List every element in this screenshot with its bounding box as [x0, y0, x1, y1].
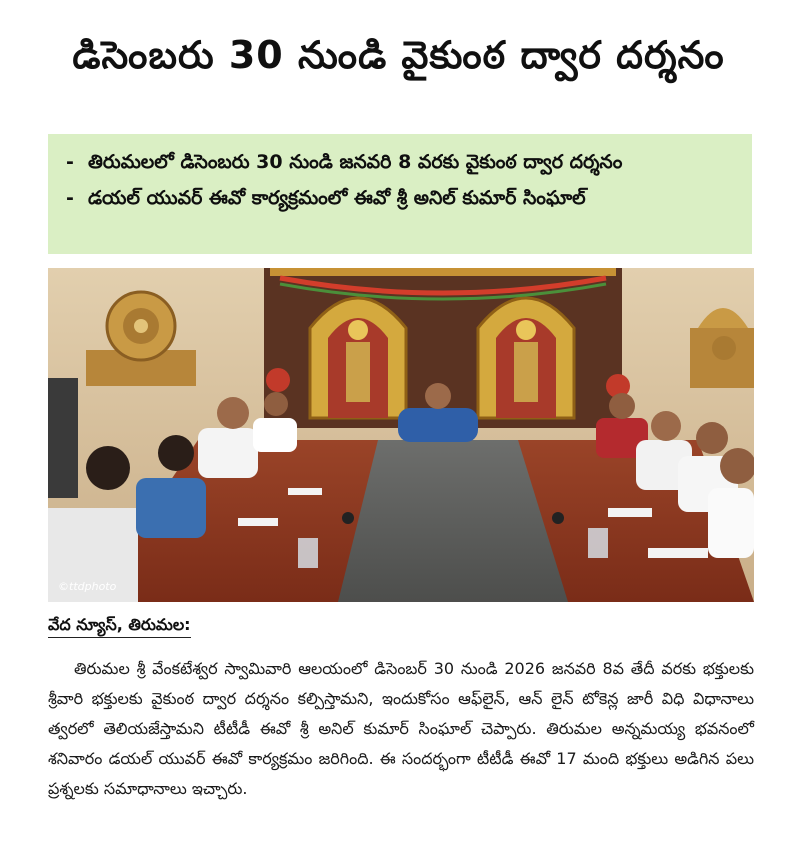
highlight-item [66, 144, 752, 180]
highlight-text: తిరుమలలో డిసెంబరు 30 నుండి జనవరి 8 వరకు వైకుంఠ ద్వార దర్శనం [88, 151, 623, 173]
highlight-bullet: - [66, 151, 74, 173]
article-body: తిరుమల శ్రీ వేంకటేశ్వర స్వామివారి ఆలయంలో డిసెంబర్ 30 నుండి 2026 జనవరి 8వ తేదీ వరకు భక్తులకు శ్రీవారి భక్తులకు వైకుంఠ ద్వార దర్శనం కల్పిస్తామని, ఇందుకోసం ఆఫ్‌లైన్, ఆన్ లైన్ టోకెన్ల జారీ విధి విధానాలు త్వరలో తెలియజేస్తామని టీటీడీ ఈవో శ్రీ అనిల్ కుమార్ సింఘాల్ చెప్పారు. తిరుమల అన్నమయ్య భవనంలో శనివారం డయల్ యువర్ ఈవో కార్యక్రమం జరిగింది. ఈ సందర్భంగా టీటీడీ ఈవో 17 మంది భక్తులు అడిగిన పలు ప్రశ్నలకు సమాధానాలు ఇచ్చారు. [48, 659, 754, 798]
highlight-text: డయల్ యువర్ ఈవో కార్యక్రమంలో ఈవో శ్రీ అనిల్ కుమార్ సింఘాల్ [88, 187, 586, 209]
highlight-item [66, 180, 752, 216]
highlights-box [48, 134, 752, 254]
photo-credit: ©ttdphoto [58, 580, 117, 593]
highlight-bullet: - [66, 187, 74, 209]
meeting-photo [48, 268, 754, 602]
dateline: వేద న్యూస్, తిరుమల: [48, 614, 191, 638]
article-headline: డిసెంబరు 30 నుండి వైకుంఠ ద్వార దర్శనం [72, 33, 725, 77]
